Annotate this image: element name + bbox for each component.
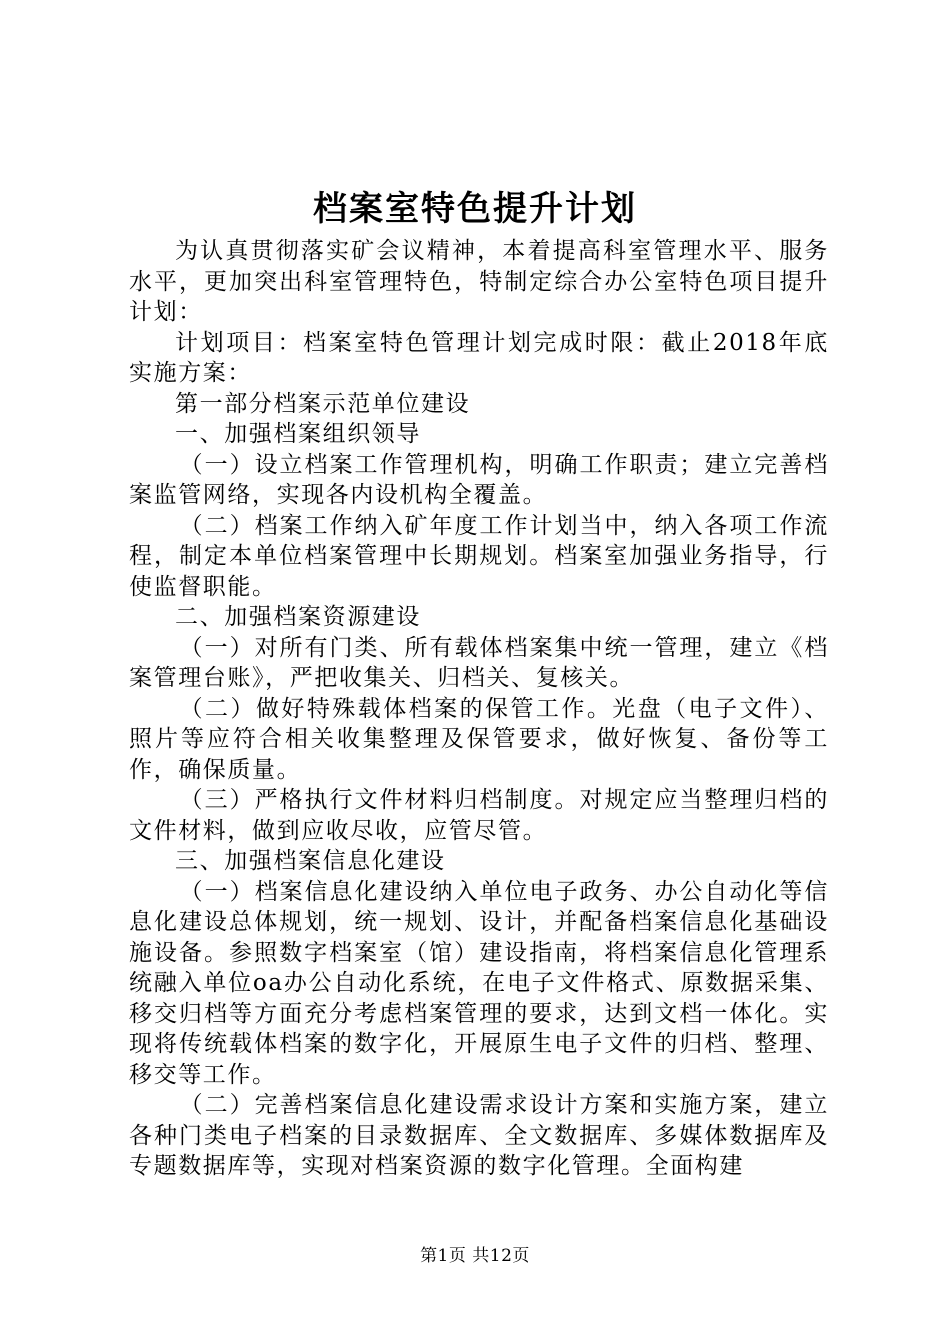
paragraph-3-1: （一）档案信息化建设纳入单位电子政务、办公自动化等信息化建设总体规划，统一规划、设计，并配备档案信息化基础设施设备。参照数字档案室（馆）建设指南，将档案信息化管理系统融入单位oa办公自动化系统，在电子文件格式、原数据采集、移交归档等方面充分考虑档案管理的要求，达到文档一体化。实现将传统载体档案的数字化，开展原生电子文件的归档、整理、移交等工作。 <box>129 878 829 1088</box>
paragraph-1-1: （一）设立档案工作管理机构，明确工作职责；建立完善档案监管网络，实现各内设机构全覆盖。 <box>129 451 829 508</box>
section-heading-1: 一、加强档案组织领导 <box>175 421 421 447</box>
paragraph-2-2: （二）做好特殊载体档案的保管工作。光盘（电子文件）、照片等应符合相关收集整理及保管要求，做好恢复、备份等工作，确保质量。 <box>129 695 829 783</box>
paragraph-2-1: （一）对所有门类、所有载体档案集中统一管理，建立《档案管理台账》，严把收集关、归档关、复核关。 <box>129 634 829 691</box>
paragraph-3-2: （二）完善档案信息化建设需求设计方案和实施方案，建立各种门类电子档案的目录数据库、全文数据库、多媒体数据库及专题数据库等，实现对档案资源的数字化管理。全面构建 <box>129 1092 829 1179</box>
section-heading-2: 二、加强档案资源建设 <box>175 604 421 630</box>
page-number-footer: 第1页 共12页 <box>420 1246 530 1266</box>
paragraph-plan-project: 计划项目：档案室特色管理计划完成时限：截止2018年底实施方案： <box>129 329 829 386</box>
paragraph-1-2: （二）档案工作纳入矿年度工作计划当中，纳入各项工作流程，制定本单位档案管理中长期规划。档案室加强业务指导，行使监督职能。 <box>129 512 829 600</box>
document-title: 档案室特色提升计划 <box>313 189 637 229</box>
paragraph-intro: 为认真贯彻落实矿会议精神，本着提高科室管理水平、服务水平，更加突出科室管理特色，特制定综合办公室特色项目提升计划： <box>129 238 829 325</box>
section-heading-3: 三、加强档案信息化建设 <box>175 848 446 874</box>
paragraph-2-3: （三）严格执行文件材料归档制度。对规定应当整理归档的文件材料，做到应收尽收，应管尽管。 <box>129 787 829 844</box>
section-heading-part-one: 第一部分档案示范单位建设 <box>175 390 471 417</box>
document-body <box>129 236 829 1182</box>
